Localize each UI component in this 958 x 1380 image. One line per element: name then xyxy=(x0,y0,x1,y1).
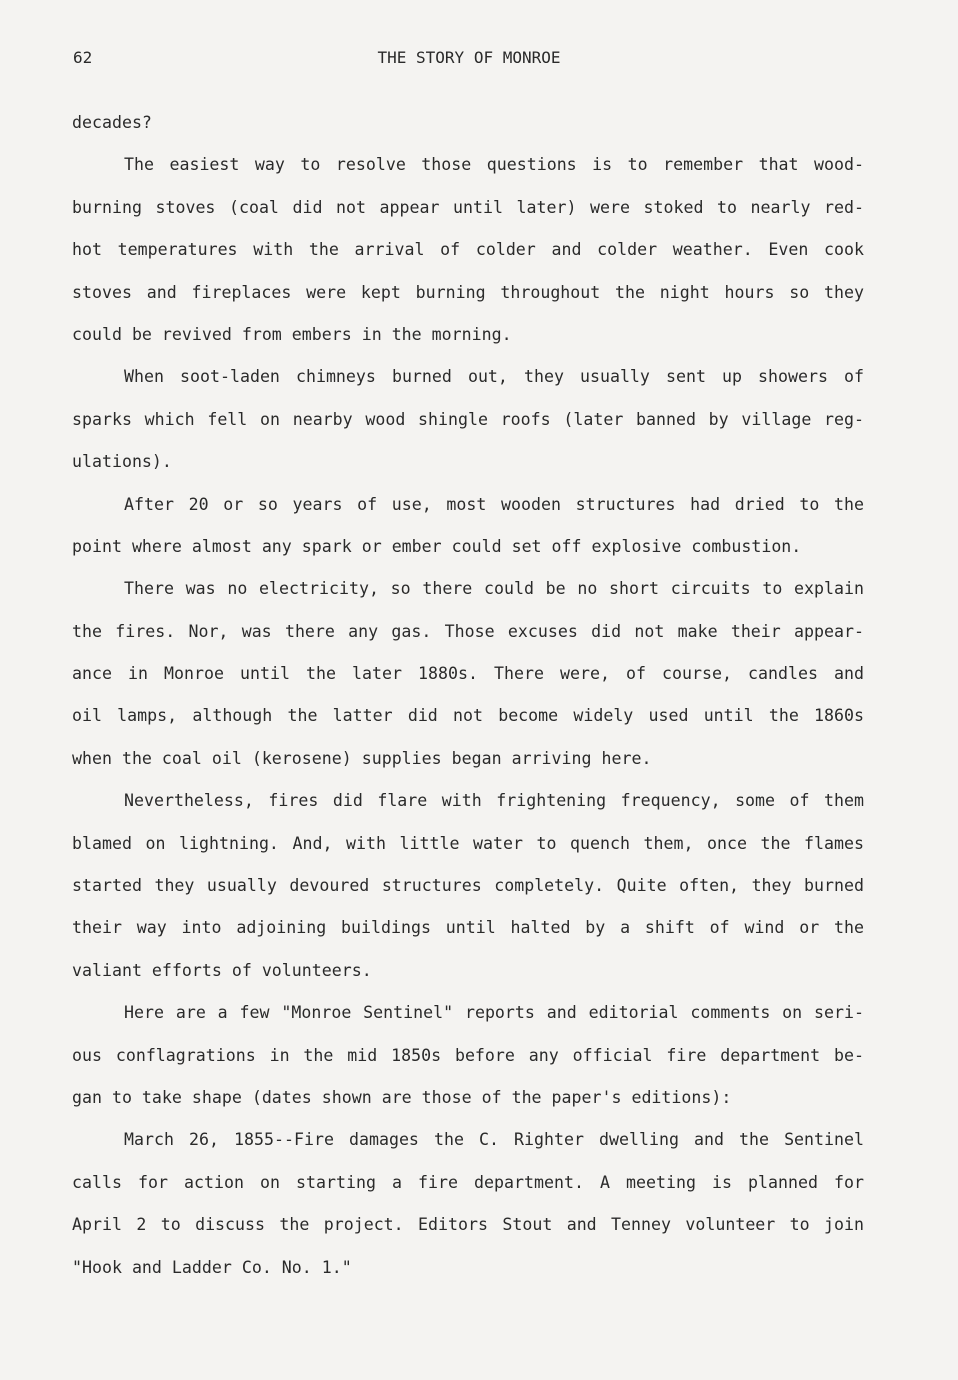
text-line: ance in Monroe until the later 1880s. There were, of course, candles and xyxy=(72,664,864,684)
text-line: When soot-laden chimneys burned out, they usually sent up showers of xyxy=(124,367,864,387)
text-line: their way into adjoining buildings until halted by a shift of wind or the xyxy=(72,918,864,938)
text-line: Nevertheless, fires did flare with frightening frequency, some of them xyxy=(124,791,864,811)
text-line: blamed on lightning. And, with little water to quench them, once the flames xyxy=(72,833,864,853)
text-line: Here are a few "Monroe Sentinel" reports and editorial comments on seri- xyxy=(124,1003,864,1023)
text-line: ulations). xyxy=(72,452,172,472)
text-line: stoves and fireplaces were kept burning throughout the night hours so they xyxy=(72,282,864,302)
text-line: April 2 to discuss the project. Editors Stout and Tenney volunteer to join xyxy=(72,1215,864,1235)
text-line: when the coal oil (kerosene) supplies began arriving here. xyxy=(72,748,652,768)
running-title: THE STORY OF MONROE xyxy=(377,48,561,67)
text-line: March 26, 1855--Fire damages the C. Righter dwelling and the Sentinel xyxy=(124,1130,864,1150)
body-text xyxy=(72,111,864,1298)
text-line: sparks which fell on nearby wood shingle roofs (later banned by village reg- xyxy=(72,409,864,429)
text-line: point where almost any spark or ember could set off explosive combustion. xyxy=(72,536,802,556)
text-line: the fires. Nor, was there any gas. Those excuses did not make their appear- xyxy=(72,621,864,641)
text-line: burning stoves (coal did not appear until later) were stoked to nearly red- xyxy=(72,197,864,217)
page-number: 62 xyxy=(73,48,93,67)
text-line: "Hook and Ladder Co. No. 1." xyxy=(72,1257,352,1277)
text-line: The easiest way to resolve those questions is to remember that wood- xyxy=(124,155,864,175)
text-line: There was no electricity, so there could be no short circuits to explain xyxy=(124,579,864,599)
text-line: calls for action on starting a fire department. A meeting is planned for xyxy=(72,1172,864,1192)
text-line: oil lamps, although the latter did not become widely used until the 1860s xyxy=(72,706,864,726)
text-line: ous conflagrations in the mid 1850s before any official fire department be- xyxy=(72,1045,864,1065)
text-line: hot temperatures with the arrival of colder and colder weather. Even cook xyxy=(72,240,864,260)
text-line: gan to take shape (dates shown are those of the paper's editions): xyxy=(72,1087,732,1107)
text-line: started they usually devoured structures completely. Quite often, they burned xyxy=(72,876,864,896)
text-line: After 20 or so years of use, most wooden structures had dried to the xyxy=(124,494,864,514)
text-line: valiant efforts of volunteers. xyxy=(72,960,372,980)
text-line: could be revived from embers in the morning. xyxy=(72,324,512,344)
page-header xyxy=(73,48,865,70)
text-line: decades? xyxy=(72,113,152,132)
